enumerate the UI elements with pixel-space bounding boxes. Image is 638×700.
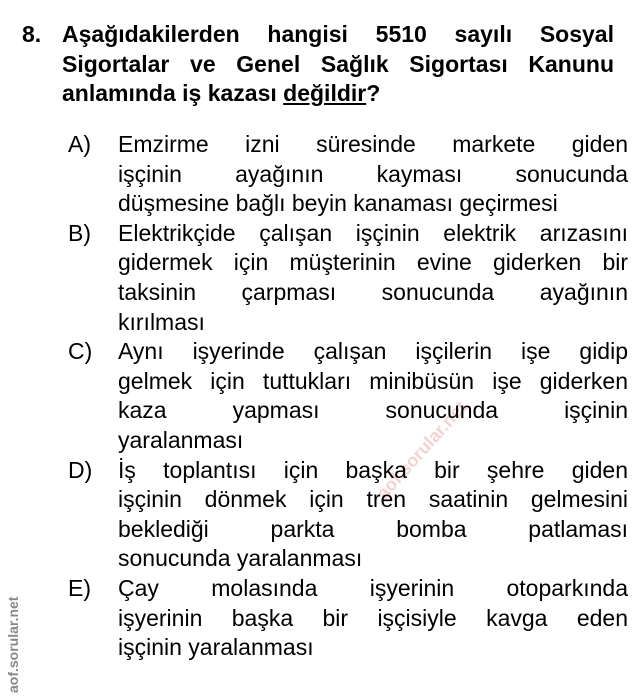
question-line: Aşağıdakilerden hangisi 5510 sayılı Sosyal	[62, 21, 614, 47]
option-line: gelmek için tuttukları minibüsün işe giderken	[118, 367, 628, 394]
option-line: işçinin yaralanması	[118, 634, 314, 661]
option-line: işçinin ayağının kayması sonucunda	[118, 160, 628, 187]
option-e[interactable]	[68, 574, 628, 663]
option-text	[118, 130, 628, 219]
option-line: kırılması	[118, 308, 205, 335]
option-line: Elektrikçide çalışan işçinin elektrik arızasını	[118, 219, 628, 246]
option-label: B)	[68, 219, 91, 246]
answer-options	[68, 130, 628, 663]
option-label: D)	[68, 456, 93, 483]
option-line: beklediği parkta bomba patlaması	[118, 515, 628, 542]
option-line: gidermek için müşterinin evine giderken bir	[118, 249, 628, 276]
option-line: Aynı işyerinde çalışan işçilerin işe gidip	[118, 338, 628, 365]
option-line: taksinin çarpması sonucunda ayağının	[118, 278, 628, 305]
option-text	[118, 456, 628, 574]
watermark: aof.sorular.net	[372, 397, 471, 503]
option-b[interactable]	[68, 219, 628, 337]
option-label: A)	[68, 131, 91, 157]
question-mark: ?	[366, 80, 381, 106]
option-d[interactable]	[68, 456, 628, 574]
question-number: 8.	[22, 21, 42, 47]
underlined-word: değildir	[283, 80, 367, 106]
option-line: Çay molasında işyerinin otoparkında	[118, 574, 628, 601]
option-label: E)	[68, 574, 91, 601]
option-a[interactable]	[68, 130, 628, 219]
question-line: Sigortalar ve Genel Sağlık Sigortası Kanunu	[62, 50, 614, 77]
option-c[interactable]	[68, 337, 628, 455]
option-text	[118, 574, 628, 663]
option-line: sonucunda yaralanması	[118, 545, 363, 572]
question-line	[62, 79, 614, 109]
option-line: işyerinin başka bir işçisiyle kavga eden	[118, 604, 628, 631]
option-line: kaza yapması sonucunda işçinin	[118, 397, 628, 424]
option-label: C)	[68, 338, 93, 365]
side-watermark: aof.sorular.net	[5, 596, 21, 693]
question-line-text: anlamında iş kazası	[62, 80, 284, 106]
option-line: düşmesine bağlı beyin kanaması geçirmesi	[118, 190, 558, 217]
option-line: Emzirme izni süresinde markete giden	[118, 131, 628, 157]
option-text	[118, 219, 628, 337]
option-text	[118, 337, 628, 455]
option-line: İş toplantısı için başka bir şehre giden	[118, 456, 628, 483]
option-line: yaralanması	[118, 426, 244, 453]
question-text	[62, 20, 614, 109]
option-line: işçinin dönmek için tren saatinin gelmesini	[118, 486, 628, 513]
